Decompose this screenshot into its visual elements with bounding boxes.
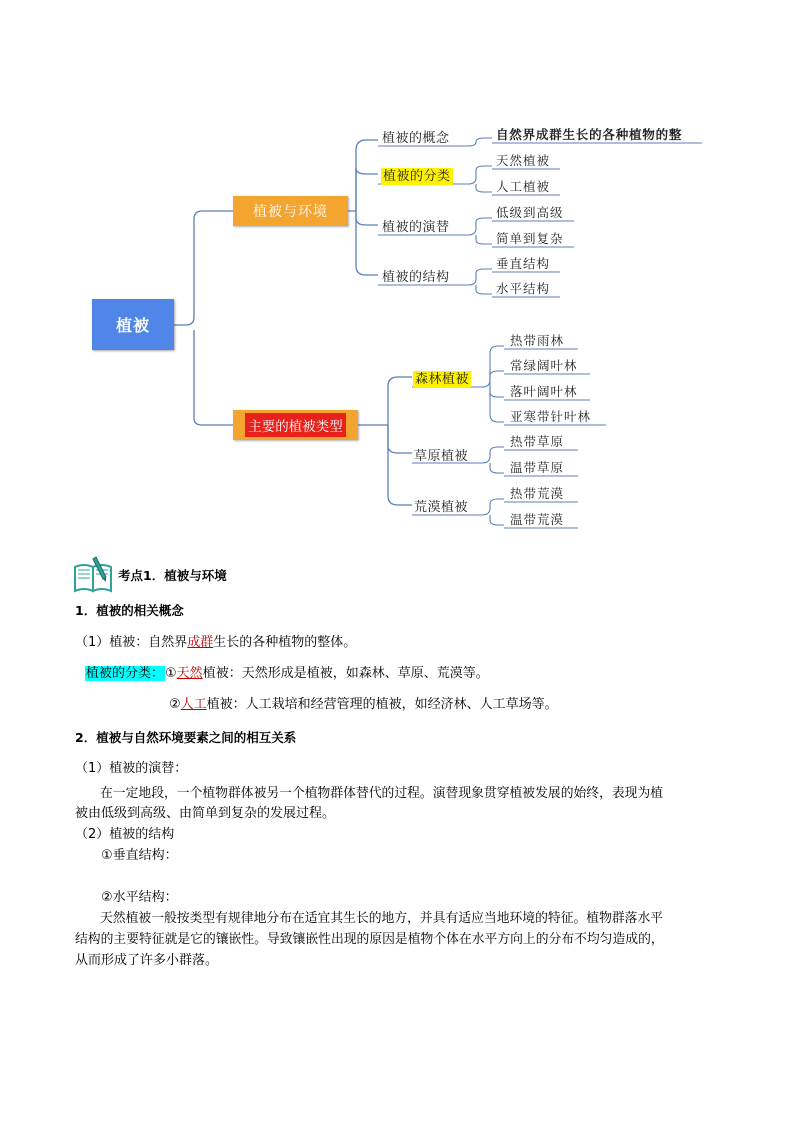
node-structure: 植被的结构	[382, 270, 450, 285]
leaf-evergreen-broadleaf: 常绿阔叶林	[510, 358, 578, 373]
s1-class1-num: ①	[165, 666, 177, 681]
node-grassland: 草原植被	[414, 449, 469, 464]
kaodian-heading: 考点1．植被与环境	[118, 568, 227, 583]
leaf-concept-definition: 自然界成群生长的各种植物的整	[496, 127, 683, 142]
node-classification	[381, 165, 453, 184]
s2-succession-body-line1: 在一定地段，一个植物群体被另一个植物群体替代的过程。演替现象贯穿植被发展的始终，表现为植	[100, 786, 664, 801]
s1-classification-natural	[85, 663, 489, 685]
node-forest-label: 森林植被	[415, 372, 470, 387]
s1-class1-underline: 天然	[176, 666, 203, 681]
s2-horizontal-body-line3: 从而形成了许多小群落。	[75, 953, 219, 968]
branch-vegetation-types-label: 主要的植被类型	[245, 413, 346, 437]
s1-class2-text: 植被：人工栽培和经营管理的植被，如经济林、人工草场等。	[206, 697, 558, 712]
s1-class2-underline: 人工	[180, 697, 207, 712]
s1-class1-text: 植被：天然形成是植被，如森林、草原、荒漠等。	[202, 666, 489, 681]
leaf-temperate-desert: 温带荒漠	[510, 512, 565, 527]
node-forest	[413, 368, 471, 387]
node-desert: 荒漠植被	[414, 500, 469, 515]
mindmap-root: 植被	[92, 299, 174, 350]
leaf-low-to-high: 低级到高级	[496, 205, 564, 220]
leaf-simple-to-complex: 简单到复杂	[496, 231, 564, 246]
s1-classification-label: 植被的分类：	[86, 666, 165, 681]
leaf-horizontal-structure: 水平结构	[496, 281, 551, 296]
s2-vertical-structure: ①垂直结构：	[101, 848, 178, 863]
s1-definition-pre: （1）植被：自然界	[75, 635, 188, 650]
s2-succession-body-line2: 被由低级到高级、由简单到复杂的发展过程。	[75, 806, 336, 821]
section2-title: 2．植被与自然环境要素之间的相互关系	[75, 730, 297, 745]
s1-definition-underline: 成群	[187, 635, 214, 650]
leaf-tropical-rainforest: 热带雨林	[510, 333, 565, 348]
branch-vegetation-types	[233, 410, 358, 440]
book-pencil-icon	[72, 555, 116, 595]
section1-title: 1．植被的相关概念	[75, 603, 184, 618]
s1-definition	[75, 632, 356, 654]
leaf-natural-vegetation: 天然植被	[496, 153, 551, 168]
s2-horizontal-structure: ②水平结构：	[101, 890, 178, 905]
node-classification-label: 植被的分类	[383, 169, 451, 184]
leaf-subarctic-coniferous: 亚寒带针叶林	[510, 409, 592, 424]
s2-horizontal-body-line1: 天然植被一般按类型有规律地分布在适宜其生长的地方，并具有适应当地环境的特征。植物群落水平	[100, 911, 664, 926]
leaf-temperate-grassland: 温带草原	[510, 460, 565, 475]
branch-vegetation-environment: 植被与环境	[233, 196, 348, 226]
s1-definition-post: 生长的各种植物的整体。	[213, 635, 357, 650]
s2-succession-heading: （1）植被的演替：	[75, 761, 188, 776]
node-concept: 植被的概念	[382, 131, 450, 146]
leaf-artificial-vegetation: 人工植被	[496, 179, 551, 194]
s1-class2-num: ②	[169, 697, 181, 712]
leaf-tropical-desert: 热带荒漠	[510, 486, 565, 501]
leaf-tropical-grassland: 热带草原	[510, 434, 565, 449]
node-succession: 植被的演替	[382, 220, 450, 235]
leaf-deciduous-broadleaf: 落叶阔叶林	[510, 384, 578, 399]
leaf-vertical-structure: 垂直结构	[496, 256, 551, 271]
s2-horizontal-body-line2: 结构的主要特征就是它的镶嵌性。导致镶嵌性出现的原因是植物个体在水平方向上的分布不均匀造成的，	[75, 932, 664, 947]
s1-classification-artificial	[169, 694, 558, 716]
s2-structure-heading: （2）植被的结构	[75, 827, 175, 842]
